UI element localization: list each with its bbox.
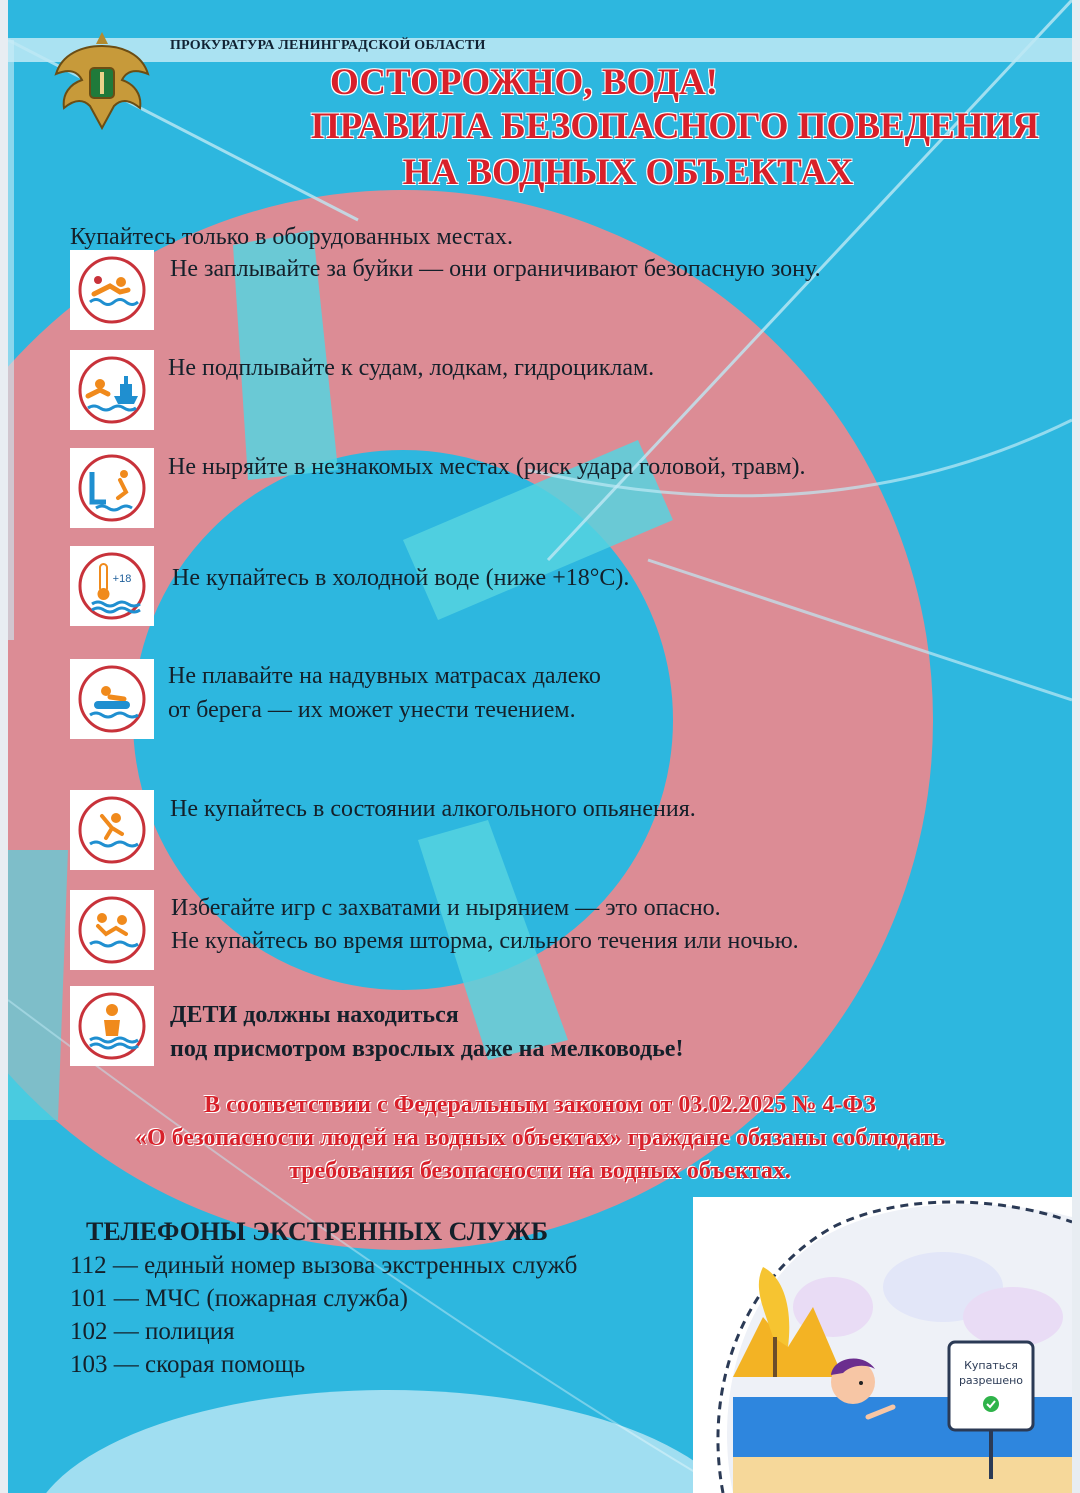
air-mattress-icon (76, 663, 148, 735)
rule-text: Не купайтесь во время шторма, сильного течения или ночью. (171, 928, 799, 954)
check-icon (983, 1396, 999, 1412)
phone-item: 103 — скорая помощь (70, 1351, 306, 1378)
rule-text: Не ныряйте в незнакомых местах (риск удара головой, травм). (168, 454, 806, 480)
swimming-child-illustration (693, 1197, 1072, 1493)
phone-item: 102 — полиция (70, 1318, 235, 1345)
rule-icon-box (70, 790, 154, 870)
rule-text: Не плавайте на надувных матрасах далеко (168, 663, 601, 689)
phone-item: 101 — МЧС (пожарная служба) (70, 1285, 408, 1312)
beach-illustration (693, 1197, 1072, 1493)
drowning-icon (76, 794, 148, 866)
rule-text: Не купайтесь в холодной воде (ниже +18°С). (172, 565, 630, 591)
organization-name: ПРОКУРАТУРА ЛЕНИНГРАДСКОЙ ОБЛАСТИ (170, 38, 486, 53)
law-text-line: В соответствии с Федеральным законом от 03.02.2025 № 4-ФЗ (204, 1092, 876, 1118)
law-text-line: «О безопасности людей на водных объектах» граждане обязаны соблюдать (134, 1125, 946, 1151)
rule-icon-box (70, 250, 154, 330)
rule-text: Избегайте игр с захватами и нырянием — это опасно. (171, 895, 721, 921)
rule-icon-box (70, 350, 154, 430)
law-text-line: требования безопасности на водных объектах. (289, 1158, 791, 1184)
prosecutor-emblem-icon (52, 24, 152, 134)
rule-icon-box (70, 546, 154, 626)
poster (8, 0, 1072, 1493)
thermometer-label: +18 (112, 573, 132, 585)
rule-icon-box (70, 986, 154, 1066)
intro-text: Купайтесь только в оборудованных местах. (70, 224, 514, 250)
rule-text-emphasis: ДЕТИ должны находиться (170, 1002, 459, 1028)
rule-text: Не подплывайте к судам, лодкам, гидроциклам. (168, 355, 655, 381)
page-subtitle-line-2: НА ВОДНЫХ ОБЪЕКТАХ (402, 152, 854, 193)
swimmer-buoy-icon (76, 254, 148, 326)
diving-icon (76, 452, 148, 524)
rough-play-icon (76, 894, 148, 966)
rule-text: от берега — их может унести течением. (168, 697, 576, 723)
thermometer-icon (76, 550, 148, 622)
rule-text: Не заплывайте за буйки — они ограничивают безопасную зону. (170, 256, 821, 282)
rule-text-emphasis: под присмотром взрослых даже на мелководье! (170, 1036, 684, 1062)
rule-icon-box (70, 448, 154, 528)
phones-heading: ТЕЛЕФОНЫ ЭКСТРЕННЫХ СЛУЖБ (86, 1217, 549, 1246)
phone-item: 112 — единый номер вызова экстренных служб (70, 1252, 578, 1279)
page-subtitle-line-1: ПРАВИЛА БЕЗОПАСНОГО ПОВЕДЕНИЯ (310, 106, 1040, 147)
child-icon (76, 990, 148, 1062)
sign-text: разрешено (958, 1374, 1024, 1387)
rule-icon-box (70, 659, 154, 739)
rule-icon-box (70, 890, 154, 970)
rule-text: Не купайтесь в состоянии алкогольного опьянения. (170, 796, 696, 822)
sign-text: Купаться (964, 1359, 1018, 1372)
page-title: ОСТОРОЖНО, ВОДА! (330, 62, 718, 103)
swimmer-ship-icon (76, 354, 148, 426)
